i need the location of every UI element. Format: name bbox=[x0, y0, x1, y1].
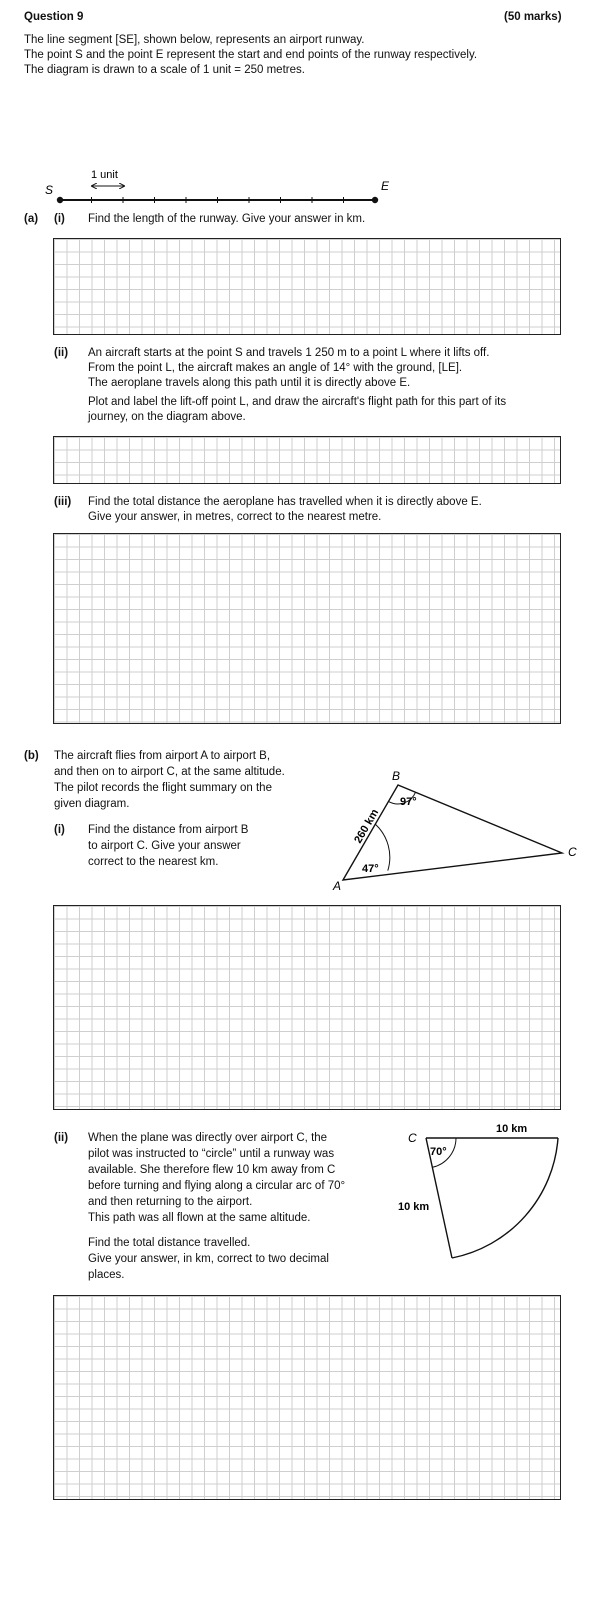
unit-label: 1 unit bbox=[91, 169, 118, 181]
part-a-iii-num: (iii) bbox=[54, 496, 72, 508]
runway-end-point bbox=[372, 197, 378, 203]
answer-box-a-i[interactable] bbox=[53, 238, 561, 335]
part-b-ii-line-5: and then returning to the airport. bbox=[88, 1196, 253, 1208]
angle-b-label: 97° bbox=[400, 796, 417, 808]
answer-box-a-iii[interactable] bbox=[53, 533, 561, 724]
part-a-ii-line-5: journey, on the diagram above. bbox=[88, 411, 246, 423]
sector-left-label: 10 km bbox=[398, 1201, 430, 1213]
part-b-intro-2: and then on to airport C, at the same altitude. bbox=[54, 766, 285, 778]
part-b-ii-line-9: places. bbox=[88, 1269, 125, 1281]
part-b-i-line-3: correct to the nearest km. bbox=[88, 856, 219, 868]
label-a: A bbox=[333, 879, 342, 893]
part-b-ii-line-8: Give your answer, in km, correct to two decimal bbox=[88, 1253, 329, 1265]
part-b-ii-num: (ii) bbox=[54, 1132, 69, 1144]
label-e: E bbox=[381, 179, 390, 193]
part-b-i-line-1: Find the distance from airport B bbox=[88, 824, 249, 836]
part-a-ii-line-2: From the point L, the aircraft makes an angle of 14° with the ground, [LE]. bbox=[88, 362, 463, 374]
side-ab-label: 260 km bbox=[352, 807, 382, 846]
part-b-ii-line-2: pilot was instructed to “circle” until a runway was bbox=[88, 1148, 335, 1160]
part-b-i-num: (i) bbox=[54, 824, 65, 836]
part-b-i-line-2: to airport C. Give your answer bbox=[88, 840, 241, 852]
intro-line-1: The line segment [SE], shown below, represents an airport runway. bbox=[24, 34, 365, 46]
part-b-ii-line-7: Find the total distance travelled. bbox=[88, 1237, 251, 1249]
part-b-intro-1: The aircraft flies from airport A to airport B, bbox=[54, 750, 271, 762]
runway-start-point bbox=[57, 197, 63, 203]
part-b-ii-line-6: This path was all flown at the same altitude. bbox=[88, 1212, 311, 1224]
part-b-intro-4: given diagram. bbox=[54, 798, 130, 810]
answer-box-b-i[interactable] bbox=[53, 905, 561, 1110]
answer-box-b-ii[interactable] bbox=[53, 1295, 561, 1500]
sector-top-label: 10 km bbox=[496, 1123, 528, 1135]
sector-arc bbox=[452, 1138, 558, 1258]
part-a-ii-line-3: The aeroplane travels along this path until it is directly above E. bbox=[88, 377, 411, 389]
angle-a-label: 47° bbox=[362, 863, 379, 875]
label-b: B bbox=[392, 769, 401, 783]
sector-label-c: C bbox=[408, 1131, 417, 1145]
part-a-iii-line-1: Find the total distance the aeroplane has travelled when it is directly above E. bbox=[88, 496, 482, 508]
question-title: Question 9 bbox=[24, 11, 84, 23]
sector-angle-label: 70° bbox=[430, 1146, 447, 1158]
label-s: S bbox=[45, 183, 54, 197]
part-a-label: (a) bbox=[24, 213, 39, 225]
part-a-ii-num: (ii) bbox=[54, 347, 69, 359]
runway-diagram bbox=[40, 160, 410, 215]
part-a-i-text: Find the length of the runway. Give your answer in km. bbox=[88, 213, 366, 225]
triangle-diagram bbox=[330, 768, 592, 898]
part-b-ii-line-3: available. She therefore flew 10 km away from C bbox=[88, 1164, 336, 1176]
part-b-ii-line-1: When the plane was directly over airport C, the bbox=[88, 1132, 328, 1144]
part-a-ii-line-1: An aircraft starts at the point S and travels 1 250 m to a point L where it lifts off. bbox=[88, 347, 490, 359]
part-a-i-num: (i) bbox=[54, 213, 65, 225]
label-c: C bbox=[568, 845, 577, 859]
part-a-iii-line-2: Give your answer, in metres, correct to the nearest metre. bbox=[88, 511, 382, 523]
answer-box-a-ii[interactable] bbox=[53, 436, 561, 484]
part-b-ii-line-4: before turning and flying along a circular arc of 70° bbox=[88, 1180, 346, 1192]
question-marks: (50 marks) bbox=[504, 11, 562, 23]
intro-line-2: The point S and the point E represent the start and end points of the runway respectively. bbox=[24, 49, 478, 61]
part-a-ii-line-4: Plot and label the lift-off point L, and draw the aircraft's flight path for this part of its bbox=[88, 396, 507, 408]
part-b-intro-3: The pilot records the flight summary on the bbox=[54, 782, 272, 794]
part-b-label: (b) bbox=[24, 750, 39, 762]
runway-segment bbox=[57, 197, 378, 203]
sector-diagram bbox=[392, 1118, 568, 1278]
intro-line-3: The diagram is drawn to a scale of 1 unit = 250 metres. bbox=[24, 64, 305, 76]
